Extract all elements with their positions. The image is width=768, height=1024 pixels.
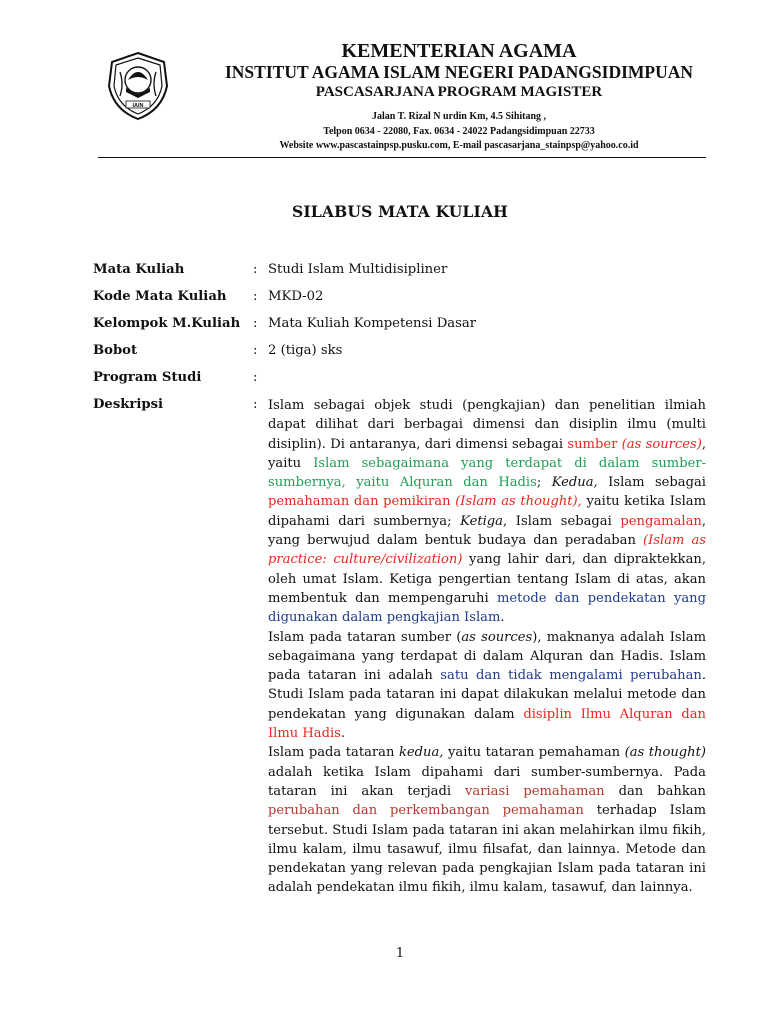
description-segment: Islam pada tataran	[268, 745, 399, 761]
description-segment: terhadap Islam tersebut. Studi Islam pada tataran ini akan melahirkan ilmu fikih, ilmu kalam, ilmu tasawuf, ilmu filsafat, dan lainnya. Metode dan pendekatan yang relevan pada pengkajian Islam pada tataran ini adalah pendekatan ilmu fikih, ilmu kalam, tasawuf, dan lainnya.	[268, 803, 706, 896]
info-label: Mata Kuliah	[93, 262, 185, 277]
description-segment: (as sources)	[621, 436, 702, 452]
info-colon: :	[253, 397, 258, 412]
info-label: Bobot	[93, 343, 138, 358]
description-segment: Islam sebagai objek studi (pengkajian) dan penelitian ilmiah dapat dilihat dari berbagai dimensi dan disiplin ilmu (multi disiplin). Di antaranya, dari dimensi sebagai	[268, 398, 706, 452]
program-name: PASCASARJANA PROGRAM MAGISTER	[315, 84, 603, 100]
address-line: Jalan T. Rizal N urdin Km, 4.5 Sihitang ,	[371, 111, 547, 122]
institute-name: INSTITUT AGAMA ISLAM NEGERI PADANGSIDIMPUAN	[224, 62, 694, 82]
description-segment: ), maknanya adalah Islam sebagaimana yang terdapat di dalam Alquran dan Hadis. Islam pada tataran ini adalah	[268, 629, 706, 684]
description-segment: , Islam sebagai	[503, 513, 621, 529]
info-colon: :	[253, 343, 258, 358]
description-segment: yaitu tataran pemahaman	[443, 745, 625, 761]
document-title: SILABUS MATA KULIAH	[291, 202, 509, 221]
description-segment: satu dan tidak mengalami perubahan	[440, 668, 702, 684]
letterhead	[0, 0, 768, 160]
info-label: Program Studi	[93, 370, 202, 385]
description-segment: (Islam as thought),	[455, 494, 582, 510]
description-segment: kedua,	[398, 745, 444, 761]
description-segment: as sources	[461, 629, 533, 645]
description-segment: perubahan dan perkembangan pemahaman	[268, 803, 584, 819]
description-segment: Islam sebagaimana yang terdapat di dalam sumber-sumbernya, yaitu Alquran dan Hadis	[268, 455, 707, 491]
description-paragraph	[268, 743, 706, 897]
ministry-name: KEMENTERIAN AGAMA	[341, 40, 577, 62]
description-segment: (Islam as practice: culture/civilization)	[268, 533, 706, 568]
description-segment: .	[500, 610, 505, 626]
info-value: Mata Kuliah Kompetensi Dasar	[268, 316, 477, 331]
logo-text: IAIN	[132, 103, 144, 109]
description-segment: disiplin Ilmu Alquran dan Ilmu Hadis	[268, 706, 706, 742]
description-segment: metode dan pendekatan yang digunakan dalam pengkajian Islam	[268, 590, 706, 626]
description-segment: , yaitu	[268, 436, 706, 471]
info-value: MKD-02	[268, 289, 324, 304]
info-colon: :	[253, 370, 258, 385]
description-segment: .	[340, 726, 346, 742]
description-body	[268, 396, 706, 898]
description-segment: pemahaman dan pemikiran	[268, 494, 456, 510]
page-number: 1	[395, 946, 405, 961]
description-segment: . Studi Islam pada tataran ini dapat dilakukan melalui metode dan pendekatan yang digunakan dalam	[268, 668, 706, 722]
description-segment: Kedua,	[551, 475, 598, 491]
info-colon: :	[253, 316, 258, 331]
description-segment: ;	[536, 475, 552, 491]
info-label: Kode Mata Kuliah	[93, 289, 227, 304]
description-paragraph	[268, 396, 706, 628]
description-segment: yaitu ketika Islam dipahami dari sumbernya;	[268, 494, 707, 529]
description-segment: Ketiga	[460, 513, 503, 529]
info-label: Kelompok M.Kuliah	[93, 316, 241, 331]
info-value: 2 (tiga) sks	[268, 343, 343, 358]
phone-line: Telpon 0634 - 22080, Fax. 0634 - 24022 Padangsidimpuan 22733	[323, 126, 595, 137]
description-paragraph	[268, 628, 706, 744]
description-segment: (as thought)	[624, 745, 706, 761]
info-colon: :	[253, 289, 258, 304]
letterhead-divider	[98, 157, 706, 158]
description-segment: sumber	[567, 436, 622, 452]
description-segment: variasi pemahaman	[465, 783, 605, 799]
info-colon: :	[253, 262, 258, 277]
description-segment: pengamalan	[620, 513, 702, 529]
description-segment: adalah ketika Islam dipahami dari sumber-sumbernya. Pada tataran ini akan terjadi	[268, 764, 706, 799]
info-label: Deskripsi	[93, 397, 164, 412]
description-segment: Islam pada tataran sumber (	[268, 629, 462, 645]
description-segment: dan bahkan	[604, 783, 706, 799]
website-line: Website www.pascastainpsp.pusku.com, E-mail pascasarjana_stainpsp@yahoo.co.id	[279, 140, 639, 151]
description-segment: , yang berwujud dalam bentuk budaya dan peradaban	[268, 513, 706, 549]
info-value: Studi Islam Multidisipliner	[268, 262, 448, 277]
description-segment: yang lahir dari, dan dipraktekkan, oleh umat Islam. Ketiga pengertian tentang Islam di atas, akan membentuk dan mempengaruhi	[268, 552, 706, 606]
description-segment: Islam sebagai	[597, 475, 706, 491]
